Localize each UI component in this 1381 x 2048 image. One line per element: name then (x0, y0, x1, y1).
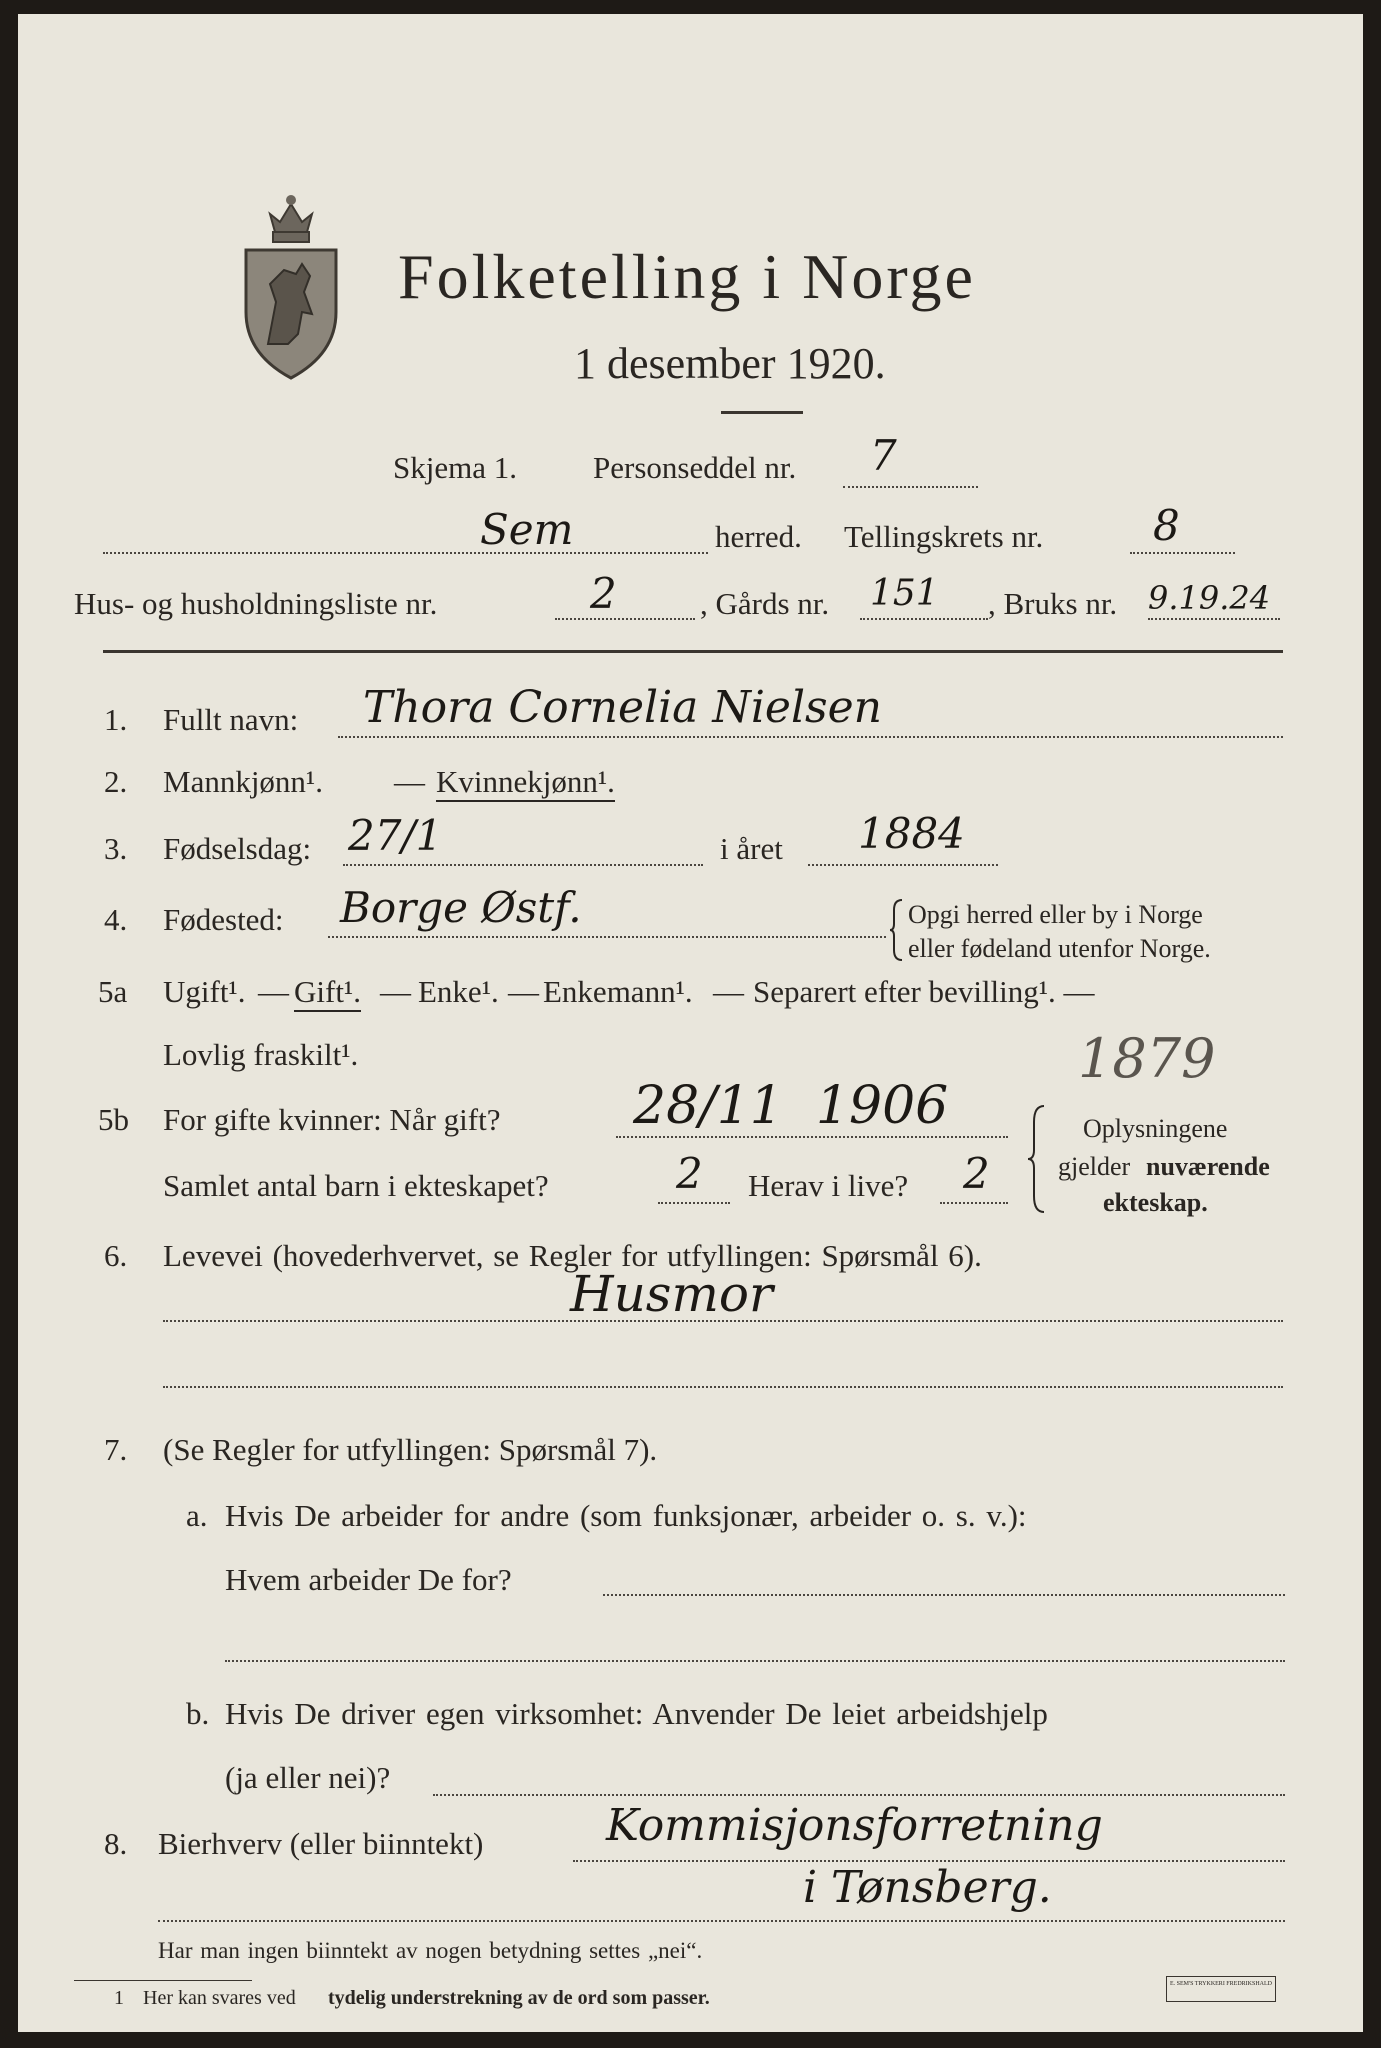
q7-number: 7. (104, 1432, 128, 1467)
q5b-note-3: ekteskap. (1103, 1188, 1208, 1217)
birthday-value: 27/1 (348, 811, 443, 860)
q2-number: 2. (104, 764, 128, 799)
q7a-number: a. (186, 1498, 208, 1533)
krets-label: Tellingskrets nr. (844, 519, 1044, 554)
children-alive-value: 2 (963, 1149, 990, 1198)
q5a-enkemann: Enkemann¹. (543, 974, 693, 1009)
census-form-sheet (18, 14, 1363, 2032)
bruks-label: , Bruks nr. (988, 586, 1118, 621)
q7b-line (433, 1794, 1285, 1796)
q5b-barn-label: Samlet antal barn i ekteskapet? (163, 1168, 549, 1203)
q5b-live-line (940, 1202, 1008, 1204)
q7b-label: Hvis De driver egen virksomhet: Anvender De leiet arbeidshjelp (225, 1696, 1048, 1731)
q4-note-2: eller fødeland utenfor Norge. (908, 934, 1211, 963)
footnote-text-a: Her kan svares ved (143, 1987, 296, 2009)
q5b-note-2b: nuværende (1146, 1152, 1270, 1181)
q7a-line-2 (225, 1660, 1285, 1662)
birthplace-value: Borge Østf. (340, 883, 582, 932)
q1-line (338, 736, 1283, 738)
birth-year-value: 1884 (858, 809, 965, 858)
gards-no: 151 (870, 573, 939, 614)
footnote-rule (74, 1980, 252, 1981)
q7-label: (Se Regler for utfyllingen: Spørsmål 7). (163, 1432, 658, 1467)
q5a-gift-underlined: Gift¹. (294, 974, 361, 1012)
q4-note-1: Opgi herred eller by i Norge (908, 900, 1203, 929)
q5b-number: 5b (98, 1102, 129, 1137)
q8-line-2 (158, 1920, 1285, 1922)
herred-value: Sem (480, 505, 574, 554)
q2-female-underlined: Kvinnekjønn¹. (436, 764, 615, 802)
q3-line (343, 864, 703, 866)
q5b-line (616, 1136, 1008, 1138)
q5b-note-2a: gjelder (1058, 1152, 1131, 1181)
marriage-date-value: 28/11 1906 (633, 1076, 949, 1136)
side-occupation-value-1: Kommisjonsforretning (606, 1800, 1103, 1851)
children-count-value: 2 (676, 1149, 703, 1198)
q6-line-2 (163, 1386, 1283, 1388)
q4-line (328, 936, 886, 938)
q5a-ugift: Ugift¹. (163, 974, 246, 1009)
footnote-text-b: tydelig understrekning av de ord som passer. (328, 1987, 710, 2009)
margin-note-year: 1879 (1078, 1027, 1216, 1090)
q6-label: Levevei (hovederhvervet, se Regler for utfyllingen: Spørsmål 6). (163, 1238, 982, 1273)
q3-label: Fødselsdag: (163, 831, 312, 866)
q8-note: Har man ingen biinntekt av nogen betydning settes „nei“. (158, 1938, 703, 1963)
occupation-value: Husmor (570, 1265, 773, 1323)
q5a-dash-2: — (380, 974, 411, 1009)
q5a-dash-3: — (508, 974, 539, 1009)
krets-no-line (1130, 552, 1235, 554)
q5b-note-1: Oplysningene (1083, 1114, 1228, 1143)
q5a-separert: Separert efter bevilling¹. — (753, 974, 1095, 1009)
q7a-question: Hvem arbeider De for? (225, 1562, 512, 1597)
title-rule (721, 411, 803, 414)
q3-number: 3. (104, 831, 128, 866)
q5b-barn-line (658, 1202, 730, 1204)
q2-sep: — (394, 764, 425, 799)
hus-no-line (555, 618, 695, 620)
q6-number: 6. (104, 1238, 128, 1273)
q7a-label: Hvis De arbeider for andre (som funksjonær, arbeider o. s. v.): (225, 1498, 1027, 1533)
q5a-number: 5a (98, 974, 128, 1009)
footnote-mark: 1 (114, 1987, 124, 2009)
header-divider (103, 650, 1283, 653)
hus-label: Hus- og husholdningsliste nr. (74, 586, 438, 621)
q8-number: 8. (104, 1826, 128, 1861)
q1-number: 1. (104, 702, 128, 737)
q1-label: Fullt navn: (163, 702, 299, 737)
page-title: Folketelling i Norge (398, 241, 976, 312)
q5b-label: For gifte kvinner: Når gift? (163, 1102, 501, 1137)
person-no: 7 (870, 431, 897, 480)
q4-label: Fødested: (163, 902, 284, 937)
bruks-no: 9.19.24 (1148, 579, 1271, 617)
q3-year-label: i året (720, 831, 783, 866)
q7b-number: b. (186, 1696, 210, 1731)
q5a-dash-1: — (258, 974, 289, 1009)
q8-label: Bierhverv (eller biinntekt) (158, 1826, 484, 1861)
census-date: 1 desember 1920. (574, 339, 886, 388)
gards-no-line (860, 618, 988, 620)
person-label: Personseddel nr. (593, 450, 797, 485)
full-name-value: Thora Cornelia Nielsen (363, 682, 882, 733)
q4-number: 4. (104, 902, 128, 937)
q5a-enke: Enke¹. (418, 974, 499, 1009)
q7b-question: (ja eller nei)? (225, 1760, 391, 1795)
hus-no: 2 (590, 569, 617, 618)
norway-coat-of-arms-icon (240, 184, 342, 384)
side-occupation-value-2: i Tønsberg. (803, 1862, 1052, 1913)
q2-male: Mannkjønn¹. (163, 764, 323, 799)
q5a-fraskilt: Lovlig fraskilt¹. (163, 1037, 359, 1072)
q7a-line-1 (603, 1594, 1285, 1596)
q5b-brace-icon (1028, 1104, 1046, 1214)
herred-line (103, 552, 708, 554)
printer-stamp: E. SEM'S TRYKKERI FREDRIKSHALD (1166, 1976, 1276, 2002)
krets-no: 8 (1153, 501, 1180, 550)
q3-year-line (808, 864, 998, 866)
herred-label: herred. (715, 519, 802, 554)
schema-label: Skjema 1. (393, 450, 517, 485)
q5b-live-label: Herav i live? (748, 1168, 909, 1203)
q5a-dash-4: — (713, 974, 744, 1009)
gards-label: , Gårds nr. (700, 586, 830, 621)
person-no-line (843, 486, 978, 488)
q4-brace-icon (890, 898, 904, 962)
